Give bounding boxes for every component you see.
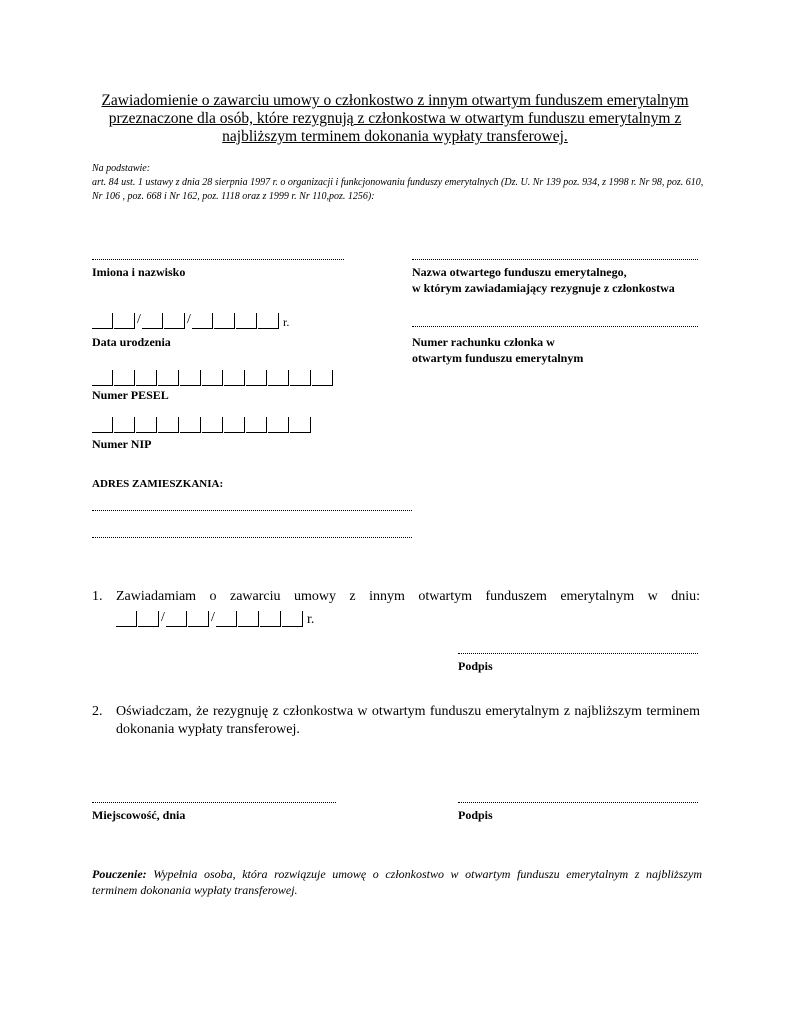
contract-year-digit-3[interactable] bbox=[260, 611, 281, 627]
contract-date-boxes bbox=[116, 609, 314, 627]
address-label: ADRES ZAMIESZKANIA: bbox=[92, 478, 224, 490]
address-line-2[interactable] bbox=[92, 537, 412, 538]
pesel-digit[interactable] bbox=[202, 370, 223, 386]
nip-digit[interactable] bbox=[224, 417, 245, 433]
place-date-label: Miejscowość, dnia bbox=[92, 808, 186, 822]
signature-2-label: Podpis bbox=[458, 808, 493, 822]
date-separator: / bbox=[137, 312, 141, 327]
nip-digit[interactable] bbox=[180, 417, 201, 433]
pesel-boxes bbox=[92, 368, 334, 386]
instruction-note-label: Pouczenie: bbox=[92, 867, 147, 881]
birth-month-digit-2[interactable] bbox=[164, 313, 185, 329]
date-separator: / bbox=[211, 610, 215, 625]
contract-year-digit-4[interactable] bbox=[282, 611, 303, 627]
contract-month-digit-1[interactable] bbox=[166, 611, 187, 627]
birth-date-label: Data urodzenia bbox=[92, 335, 171, 349]
legal-basis-label: Na podstawie: bbox=[92, 163, 151, 174]
pesel-label: Numer PESEL bbox=[92, 388, 169, 402]
date-separator: / bbox=[187, 312, 191, 327]
pesel-digit[interactable] bbox=[114, 370, 135, 386]
pesel-digit[interactable] bbox=[136, 370, 157, 386]
contract-day-digit-2[interactable] bbox=[138, 611, 159, 627]
contract-year-digit-1[interactable] bbox=[216, 611, 237, 627]
form-title bbox=[80, 92, 710, 146]
birth-year-digit-3[interactable] bbox=[236, 313, 257, 329]
pesel-digit[interactable] bbox=[92, 370, 113, 386]
nip-digit[interactable] bbox=[158, 417, 179, 433]
pesel-digit[interactable] bbox=[290, 370, 311, 386]
signature-1-label: Podpis bbox=[458, 659, 493, 673]
pesel-digit[interactable] bbox=[158, 370, 179, 386]
contract-date-suffix: r. bbox=[307, 612, 315, 627]
name-input-line[interactable] bbox=[92, 259, 344, 260]
address-line-1[interactable] bbox=[92, 510, 412, 511]
account-number-label bbox=[412, 334, 583, 366]
nip-digit[interactable] bbox=[114, 417, 135, 433]
item-1-number: 1. bbox=[92, 589, 103, 604]
pesel-digit[interactable] bbox=[246, 370, 267, 386]
fund-name-label-line-1: Nazwa otwartego funduszu emerytalnego, bbox=[412, 265, 627, 279]
title-line-3: najbliższym terminem dokonania wypłaty transferowej. bbox=[222, 128, 568, 145]
account-number-label-line-2: otwartym funduszu emerytalnym bbox=[412, 351, 584, 365]
birth-year-digit-4[interactable] bbox=[258, 313, 279, 329]
birth-date-boxes bbox=[92, 311, 289, 329]
birth-date-suffix: r. bbox=[283, 315, 290, 329]
item-1-text: Zawiadamiam o zawarciu umowy z innym otwartym funduszem emerytalnym w dniu: bbox=[116, 589, 700, 604]
nip-digit[interactable] bbox=[136, 417, 157, 433]
name-label: Imiona i nazwisko bbox=[92, 265, 186, 279]
item-2-text: Oświadczam, że rezygnuję z członkostwa w otwartym funduszu emerytalnym z najbliższym terminem dokonania wypłaty transferowej. bbox=[116, 704, 700, 737]
contract-day-digit-1[interactable] bbox=[116, 611, 137, 627]
nip-digit[interactable] bbox=[92, 417, 113, 433]
instruction-note-text: Wypełnia osoba, która rozwiązuje umowę o członkostwo w otwartym funduszu emerytalnym z najbliższym terminem dokonania wypłaty transferowej. bbox=[92, 867, 702, 897]
nip-digit[interactable] bbox=[290, 417, 311, 433]
date-separator: / bbox=[161, 610, 165, 625]
nip-label: Numer NIP bbox=[92, 437, 152, 451]
pesel-digit[interactable] bbox=[180, 370, 201, 386]
birth-month-digit-1[interactable] bbox=[142, 313, 163, 329]
title-line-2: przeznaczone dla osób, które rezygnują z członkostwa w otwartym funduszu emerytalnym z bbox=[108, 110, 682, 127]
title-line-1: Zawiadomienie o zawarciu umowy o członkostwo z innym otwartym funduszem emerytalnym bbox=[101, 92, 689, 109]
nip-boxes bbox=[92, 415, 312, 433]
signature-2-line[interactable] bbox=[458, 802, 698, 803]
birth-day-digit-2[interactable] bbox=[114, 313, 135, 329]
pesel-digit[interactable] bbox=[268, 370, 289, 386]
fund-name-label bbox=[412, 264, 675, 296]
nip-digit[interactable] bbox=[268, 417, 289, 433]
contract-year-digit-2[interactable] bbox=[238, 611, 259, 627]
place-date-line[interactable] bbox=[92, 802, 336, 803]
birth-day-digit-1[interactable] bbox=[92, 313, 113, 329]
contract-month-digit-2[interactable] bbox=[188, 611, 209, 627]
legal-basis-text: art. 84 ust. 1 ustawy z dnia 28 sierpnia 1997 r. o organizacji i funkcjonowaniu funduszy emerytalnych (Dz. U. Nr 139 poz. 934, z 1998 r. Nr 98, poz. 610, Nr 106 , poz. 668 i Nr 162, poz. 1118 oraz z 1999 r. Nr 110,poz. 1256): bbox=[92, 177, 704, 202]
birth-year-digit-2[interactable] bbox=[214, 313, 235, 329]
account-number-label-line-1: Numer rachunku członka w bbox=[412, 335, 555, 349]
account-number-input-line[interactable] bbox=[412, 326, 698, 327]
pesel-digit[interactable] bbox=[224, 370, 245, 386]
nip-digit[interactable] bbox=[202, 417, 223, 433]
pesel-digit[interactable] bbox=[312, 370, 333, 386]
fund-name-label-line-2: w którym zawiadamiający rezygnuje z członkostwa bbox=[412, 281, 675, 295]
item-2-number: 2. bbox=[92, 704, 103, 719]
instruction-note bbox=[92, 866, 702, 898]
nip-digit[interactable] bbox=[246, 417, 267, 433]
birth-year-digit-1[interactable] bbox=[192, 313, 213, 329]
signature-1-line[interactable] bbox=[458, 653, 698, 654]
fund-name-input-line[interactable] bbox=[412, 259, 698, 260]
